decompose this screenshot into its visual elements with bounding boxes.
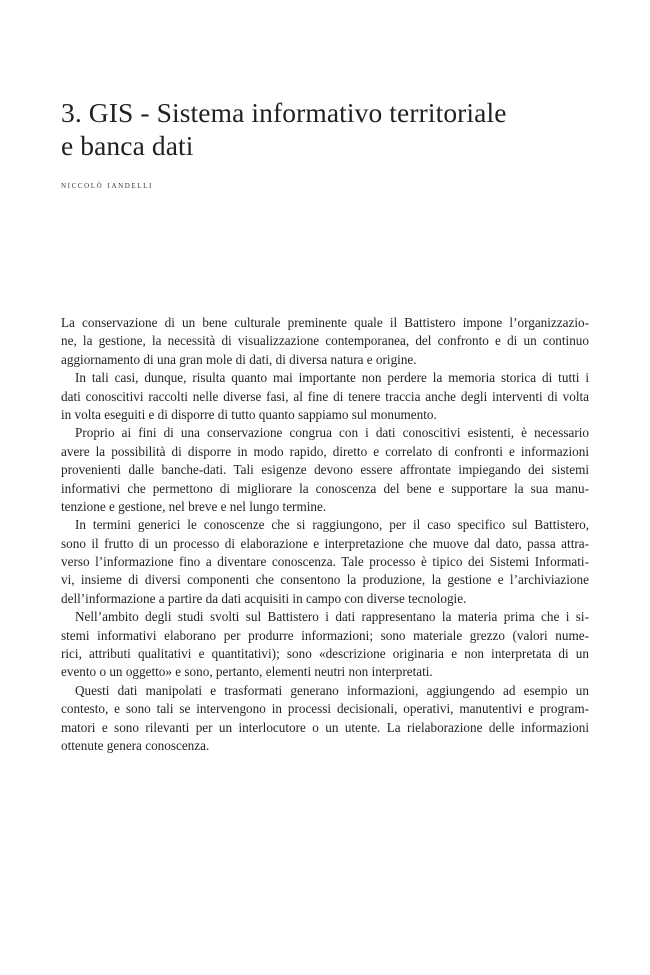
text-line: Proprio ai fini di una conservazione congrua con i dati conoscitivi esistenti, è necessario xyxy=(75,425,589,441)
text-line: verso l’informazione fino a diventare conoscenza. Tale processo è tipico dei Sistemi Informati- xyxy=(61,554,589,570)
text-line: evento o un oggetto» e sono, pertanto, elementi neutri non interpretati. xyxy=(61,664,433,680)
paragraph xyxy=(61,608,589,682)
text-line: La conservazione di un bene culturale preminente quale il Battistero impone l’organizzazio- xyxy=(61,315,589,330)
text-line: contesto, e sono tali se intervengono in processi decisionali, operativi, manutentivi e program- xyxy=(61,701,589,717)
text-line: rici, attributi qualitativi e quantitativi); sono «descrizione originaria e non interpretata di un xyxy=(61,646,589,662)
text-line: Nell’ambito degli studi svolti sul Battistero i dati rappresentano la materia prima che i si- xyxy=(75,609,589,625)
body-text xyxy=(61,314,589,755)
text-line: vi, insieme di diversi componenti che consentono la produzione, la gestione e l’archiviazione xyxy=(61,572,589,588)
paragraph xyxy=(61,369,589,424)
text-line: In termini generici le conoscenze che si raggiungono, per il caso specifico sul Battistero, xyxy=(75,517,589,533)
text-line: in volta eseguiti e di disporre di tutto quanto sappiamo sul monumento. xyxy=(61,406,437,422)
text-line: Questi dati manipolati e trasformati generano informazioni, aggiungendo ad esempio un xyxy=(75,682,589,698)
author-name: niccolò iandelli xyxy=(61,180,153,191)
chapter-title xyxy=(61,96,601,162)
chapter-title-line: 3. GIS - Sistema informativo territoriale xyxy=(61,97,507,128)
paragraph xyxy=(61,424,589,516)
text-line: dell’informazione a partire da dati acquisiti in campo con diverse tecnologie. xyxy=(61,590,467,606)
chapter-title-line: e banca dati xyxy=(61,130,194,161)
paragraph xyxy=(61,682,589,756)
text-line: In tali casi, dunque, risulta quanto mai importante non perdere la memoria storica di tutti i xyxy=(75,370,589,386)
paragraph xyxy=(61,516,589,608)
text-line: informativi che permettono di migliorare la conoscenza del bene e supportare la sua manu- xyxy=(61,480,589,496)
text-line: tenzione e gestione, nel breve e nel lungo termine. xyxy=(61,498,327,514)
text-line: provenienti dalle banche-dati. Tali esigenze devono essere affrontate impiegando dei sistemi xyxy=(61,462,589,478)
text-line: aggiornamento di una gran mole di dati, di diversa natura e origine. xyxy=(61,351,417,367)
text-line: dati conoscitivi raccolti nelle diverse fasi, al fine di tenere traccia anche degli interventi di volta xyxy=(61,388,589,404)
text-line: ne, la gestione, la necessità di visualizzazione contemporanea, del confronto e di un continuo xyxy=(61,333,589,349)
text-line: sono il frutto di un processo di elaborazione e interpretazione che muove dal dato, passa attra- xyxy=(61,535,589,551)
text-line: ottenute genera conoscenza. xyxy=(61,737,210,753)
text-line: avere la possibilità di disporre in modo rapido, diretto e correlato di confronti e informazioni xyxy=(61,443,589,459)
text-line: stemi informativi elaborano per produrre informazioni; sono materiale grezzo (valori nume- xyxy=(61,627,589,643)
text-line: matori e sono rilevanti per un interlocutore o un utente. La rielaborazione delle informazioni xyxy=(61,719,589,735)
paragraph xyxy=(61,314,589,369)
